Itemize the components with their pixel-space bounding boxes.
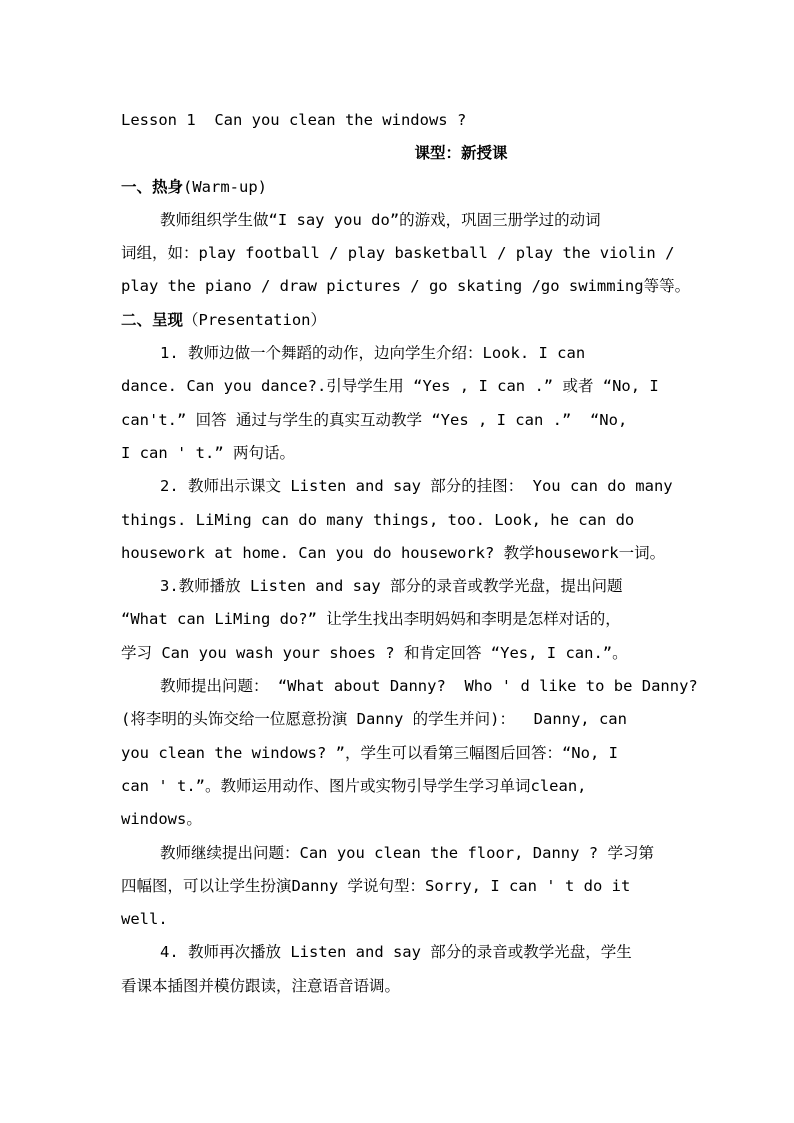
paragraph-line: can ' t.”。教师运用动作、图片或实物引导学生学习单词clean, [121, 776, 587, 795]
paragraph-line: play the piano / draw pictures / go skating /go swimming等等。 [121, 277, 691, 296]
paragraph-line: 教师提出问题： “What about Danny? Who ' d like to be Danny? [160, 677, 698, 696]
paragraph-line: 四幅图，可以让学生扮演Danny 学说句型：Sorry, I can ' t do it [121, 876, 631, 895]
paragraph-line: I can ' t.” 两句话。 [121, 443, 295, 462]
paragraph-line: housework at home. Can you do housework? 教学housework一词。 [121, 543, 666, 562]
section-heading-cn: 二、呈现 [121, 310, 184, 329]
paragraph-line: things. LiMing can do many things, too. Look, he can do [121, 510, 635, 529]
lesson-title: Lesson 1 Can you clean the windows ? [121, 111, 467, 129]
paragraph-line: 学习 Can you wash your shoes ? 和肯定回答 “Yes, I can.”。 [121, 643, 628, 662]
paragraph-line: dance. Can you dance?.引导学生用 “Yes , I can .” 或者 “No, I [121, 377, 659, 396]
paragraph-line: 4. 教师再次播放 Listen and say 部分的录音或教学光盘，学生 [160, 943, 632, 962]
course-type: 课型：新授课 [414, 144, 508, 163]
section-heading-cn: 一、热身 [121, 177, 184, 196]
paragraph-line: you clean the windows? ”，学生可以看第三幅图后回答：“No, I [121, 743, 618, 762]
paragraph-line: (将李明的头饰交给一位愿意扮演 Danny 的学生并问)： Danny, can [121, 710, 627, 729]
paragraph-line: 教师组织学生做“I say you do”的游戏，巩固三册学过的动词 [160, 210, 601, 229]
paragraph-line: “What can LiMing do?” 让学生找出李明妈妈和李明是怎样对话的， [121, 610, 621, 629]
paragraph-line: well. [121, 910, 168, 929]
paragraph-line: 看课本插图并模仿跟读，注意语音语调。 [121, 976, 401, 995]
document-page [121, 104, 698, 1003]
paragraph-line: 1. 教师边做一个舞蹈的动作，边向学生介绍：Look. I can [160, 344, 586, 363]
paragraph-line: 教师继续提出问题：Can you clean the floor, Danny ? 学习第 [160, 843, 654, 862]
paragraph-line: windows。 [121, 810, 202, 829]
section-heading-en: (Warm-up) [183, 177, 268, 196]
paragraph-line: 3.教师播放 Listen and say 部分的录音或教学光盘，提出问题 [160, 577, 623, 596]
paragraph-line: 2. 教师出示课文 Listen and say 部分的挂图： You can do many [160, 477, 673, 496]
section-heading-warmup [121, 171, 681, 204]
paragraph-line: can't.” 回答 通过与学生的真实互动教学 “Yes , I can .” “No, [121, 410, 628, 429]
section-heading-presentation [121, 304, 681, 337]
paragraph-line: 词组，如：play football / play basketball / play the violin / [121, 244, 675, 263]
section-heading-en: （Presentation） [183, 310, 326, 329]
